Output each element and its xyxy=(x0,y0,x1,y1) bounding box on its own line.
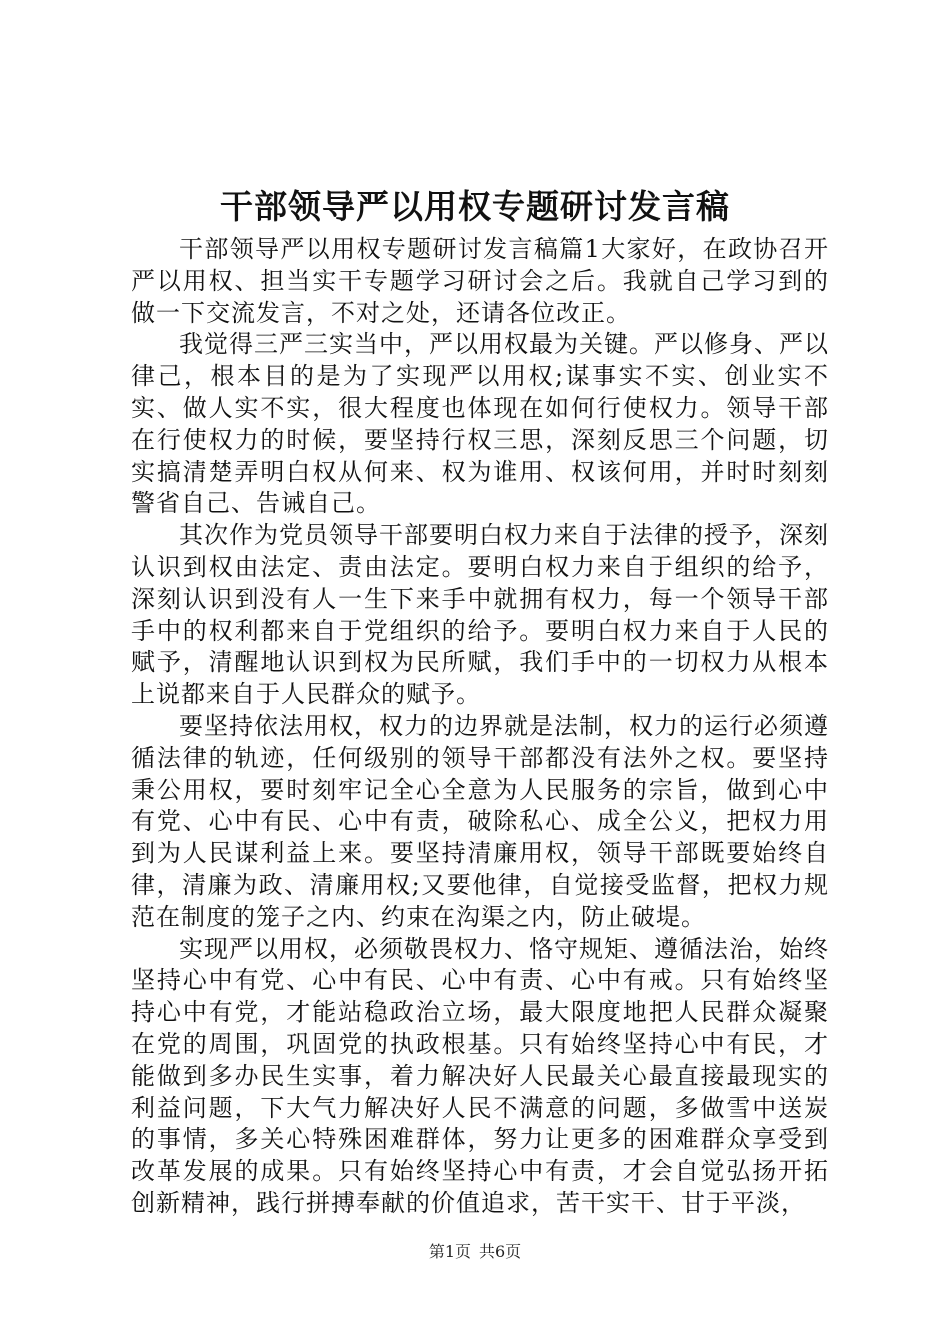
paragraph: 干部领导严以用权专题研讨发言稿篇1大家好，在政协召开严以用权、担当实干专题学习研讨会之后。我就自己学习到的做一下交流发言，不对之处，还请各位改正。 xyxy=(131,235,829,327)
paragraph: 我觉得三严三实当中，严以用权最为关键。严以修身、严以律己，根本目的是为了实现严以用权;谋事实不实、创业实不实、做人实不实，很大程度也体现在如何行使权力。领导干部在行使权力的时候，要坚持行权三思，深刻反思三个问题，切实搞清楚弄明白权从何来、权为谁用、权该何用，并时时刻刻警省自己、告诫自己。 xyxy=(131,330,829,518)
document-title: 干部领导严以用权专题研讨发言稿 xyxy=(220,187,730,226)
page-total: 共6页 xyxy=(479,1242,522,1261)
page-number: 第1页 xyxy=(428,1242,471,1261)
page-footer xyxy=(0,1241,950,1263)
paragraph: 实现严以用权，必须敬畏权力、恪守规矩、遵循法治，始终坚持心中有党、心中有民、心中有责、心中有戒。只有始终坚持心中有党，才能站稳政治立场，最大限度地把人民群众凝聚在党的周围，巩固党的执政根基。只有始终坚持心中有民，才能做到多办民生实事，着力解决好人民最关心最直接最现实的利益问题，下大气力解决好人民不满意的问题，多做雪中送炭的事情，多关心特殊困难群体，努力让更多的困难群众享受到改革发展的成果。只有始终坚持心中有责，才会自觉弘扬开拓创新精神，践行拼搏奉献的价值追求，苦干实干、甘于平淡， xyxy=(131,934,829,1217)
paragraph: 要坚持依法用权，权力的边界就是法制，权力的运行必须遵循法律的轨迹，任何级别的领导干部都没有法外之权。要坚持秉公用权，要时刻牢记全心全意为人民服务的宗旨，做到心中有党、心中有民、心中有责，破除私心、成全公义，把权力用到为人民谋利益上来。要坚持清廉用权，领导干部既要始终自律，清廉为政、清廉用权;又要他律，自觉接受监督，把权力规范在制度的笼子之内、约束在沟渠之内，防止破堤。 xyxy=(131,711,829,931)
document-body xyxy=(131,234,829,1220)
paragraph: 其次作为党员领导干部要明白权力来自于法律的授予，深刻认识到权由法定、责由法定。要明白权力来自于组织的给予，深刻认识到没有人一生下来手中就拥有权力，每一个领导干部手中的权利都来自于党组织的给予。要明白权力来自于人民的赋予，清醒地认识到权为民所赋，我们手中的一切权力从根本上说都来自于人民群众的赋予。 xyxy=(131,521,829,709)
